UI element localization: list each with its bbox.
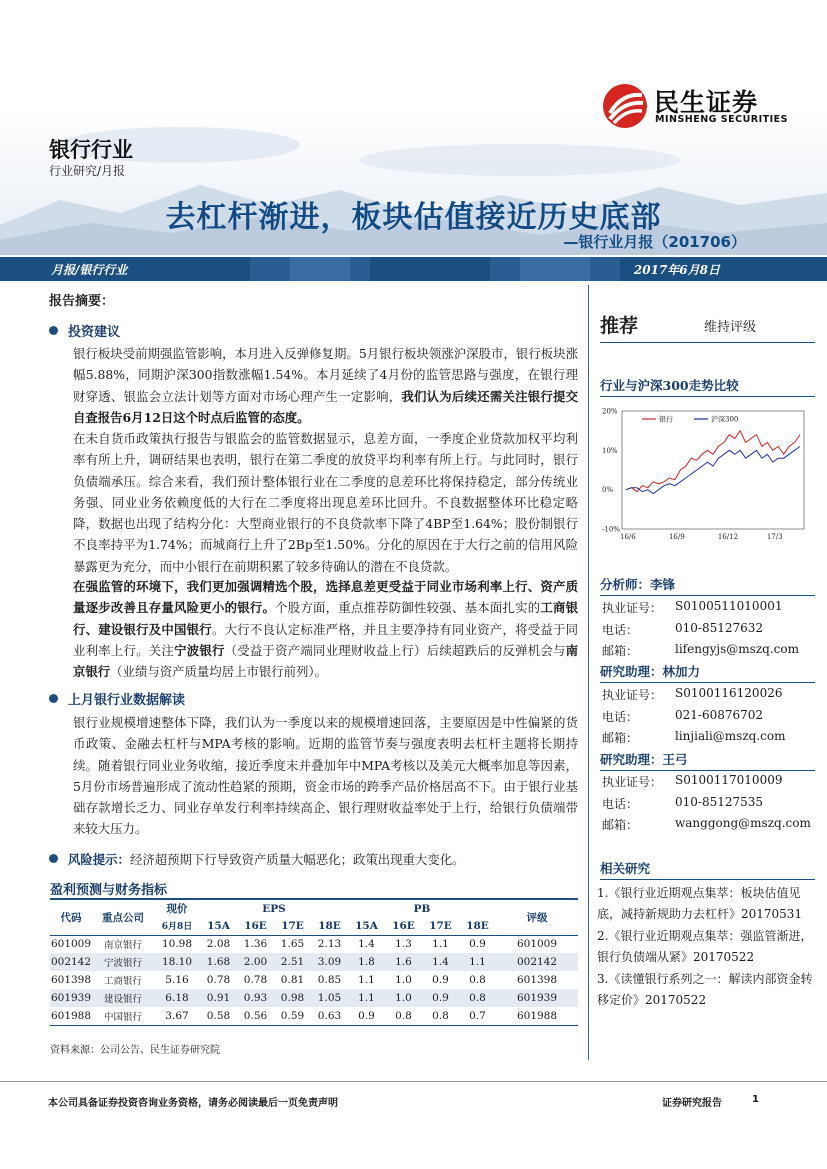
brand-logo: [602, 83, 792, 131]
table-row: [50, 971, 578, 989]
col-header-year: 15A: [200, 917, 237, 935]
table-title: 盈利预测与财务指标: [50, 883, 168, 898]
forecast-table: [50, 898, 578, 1026]
col-header-year: 18E: [311, 917, 348, 935]
cell-eps: 1.68: [200, 953, 237, 971]
cell-code: 601398: [50, 974, 92, 986]
bullet-icon: [49, 326, 58, 335]
table-row: [50, 989, 578, 1007]
cell-pb: 1.1: [459, 953, 496, 971]
cell-eps: 0.93: [237, 989, 274, 1007]
chart-heading: 行业与沪深300走势比较: [600, 376, 815, 397]
related-heading: 相关研究: [600, 859, 815, 880]
cell-eps: 1.05: [311, 989, 348, 1007]
cell-eps: 2.08: [206, 938, 231, 951]
cell-pb: 1.0: [395, 974, 412, 986]
cell-eps: 1.36: [243, 938, 268, 951]
brand-name-cn: 民生证券: [654, 88, 759, 117]
legend-label: 沪深300: [711, 415, 739, 424]
cell-rating: 601988: [496, 1007, 578, 1025]
y-tick-label: 20%: [602, 407, 618, 416]
col-header-year: 18E: [459, 917, 496, 935]
cell-eps: 2.13: [317, 938, 342, 951]
cell-code: 002142: [50, 953, 92, 971]
cell-rating: 601398: [516, 974, 558, 986]
assistant2-heading: 研究助理：王弓: [600, 750, 815, 771]
cell-pb: 0.8: [385, 1007, 422, 1025]
cell-eps: 0.98: [274, 989, 311, 1007]
table-source: 资料来源：公司公告、民生证券研究院: [50, 1045, 220, 1056]
risk-warning: 风险提示：经济超预期下行导致资产质量大幅恶化；政策出现重大变化。: [49, 850, 465, 868]
cell-pb: 1.1: [358, 974, 375, 986]
bullet-icon: [49, 694, 58, 703]
related-item[interactable]: 1.《银行业近期观点集萃：板块估值见底，减持新规助力去杠杆》20170531: [597, 886, 803, 921]
section-heading-investment: 投资建议: [49, 321, 120, 340]
cell-eps: 0.63: [311, 1007, 348, 1025]
col-header-rating: 评级: [496, 899, 578, 935]
cell-eps: 0.58: [200, 1007, 237, 1025]
cell-price: 18.10: [154, 953, 200, 971]
footer-divider: [0, 1081, 827, 1082]
cell-price: 3.67: [154, 1007, 200, 1025]
page-title: 去杠杆渐进，板块估值接近历史底部: [165, 200, 662, 235]
cell-eps: 2.51: [274, 953, 311, 971]
cell-eps: 3.09: [311, 953, 348, 971]
footer-disclaimer: 本公司具备证券投资咨询业务资格，请务必阅读最后一页免责声明: [48, 1098, 338, 1109]
cell-eps: 0.78: [206, 974, 231, 986]
cell-eps: 2.00: [237, 953, 274, 971]
rating-note: 维持评级: [704, 320, 757, 335]
bullet-icon: [49, 854, 58, 863]
cell-eps: 0.59: [274, 1007, 311, 1025]
cell-eps: 0.91: [200, 989, 237, 1007]
cell-pb: 1.3: [395, 938, 412, 951]
cell-pb: 0.8: [422, 1007, 459, 1025]
report-type: 行业研究/月报: [49, 164, 126, 178]
cell-company: 工商银行: [103, 976, 142, 987]
x-tick-label: 16/12: [717, 533, 739, 541]
cell-code: 601009: [50, 938, 92, 951]
col-header-company: 重点公司: [92, 899, 154, 935]
related-list: [597, 883, 815, 1012]
paragraph: 在未自货币政策执行报告与银监会的监管数据显示，息差方面，一季度企业贷款加权平均利率有所上升，调研结果也表明，银行在第二季度的放贷平均利率有所上行。与此同时，银行负债端承压。综合来看，我们预计整体银行业在二季度的息差环比将保持稳定，部分传统业务强、同业业务依赖度低的大行在二季度将出现息差环比回升。不良数据整体环比稳定略降，数据也出现了结构分化：大型商业银行的不良贷款率下降了4BP至1.64%；股份制银行不良率持平为1.74%；而城商行上升了2Bp至1.50%。分化的原因在于大行之前的信用风险暴露更为充分，而中小银行在前期积累了较多待确认的潜在不良贷款。: [73, 431, 578, 574]
col-header-year: 15A: [348, 917, 385, 935]
cell-eps: 0.56: [237, 1007, 274, 1025]
paragraph: 在强监管的环境下，我们更加强调精选个股，选择息差更受益于同业市场利率上行、资产质量逐步改善且存量风险更小的银行。个股方面，重点推荐防御性较强、基本面扎实的工商银行、建设银行及中国银行。大行不良认定标准严格，并且主要净持有同业资产，将受益于同业利率上行。关注宁波银行（受益于资产端同业理财收益上行）后续超跌后的反弹机会与南京银行（业绩与资产质量均居上市银行前列）。: [73, 579, 579, 680]
cell-pb: 1.1: [432, 938, 449, 951]
page-subtitle: —银行业月报（201706）: [563, 233, 746, 251]
trend-chart: [600, 405, 812, 553]
paragraph: 银行板块受前期强监管影响，本月进入反弹修复期。5月银行板块领涨沪深股市，银行板块涨幅5.88%，同期沪深300指数涨幅1.54%。本月延续了4月份的监管思路与强度，在银行理财穿透、银监会立法计划等方面对市场心理产生一定影响，我们认为后续还需关注银行提交自查报告6月12日这个时点后监管的态度。: [73, 346, 579, 425]
table-row: [50, 953, 578, 971]
related-item[interactable]: 3.《读懂银行系列之一：解读内部资金转移定价》20170522: [597, 972, 813, 1007]
minsheng-logo-icon: [602, 83, 648, 129]
col-header-year: 17E: [274, 917, 311, 935]
cell-company: 南京银行: [103, 940, 142, 952]
cell-company: 中国银行: [92, 1007, 154, 1025]
cell-pb: 0.8: [459, 989, 496, 1007]
y-tick-label: 10%: [602, 446, 618, 455]
table-row: [50, 935, 578, 953]
cell-eps: 0.81: [280, 974, 305, 986]
col-header-eps: EPS: [200, 899, 348, 917]
cell-pb: 1.6: [385, 953, 422, 971]
x-tick-label: 16/6: [620, 533, 636, 541]
cell-code: 601988: [50, 1007, 92, 1025]
bar-category: 月报/银行行业: [51, 263, 128, 277]
analyst-heading: 分析师：李锋: [600, 575, 815, 596]
col-header-year: 16E: [385, 917, 422, 935]
col-header-pb: PB: [348, 899, 496, 917]
x-tick-label: 17/3: [766, 533, 783, 541]
assistant1-heading: 研究助理：林加力: [600, 662, 815, 683]
rating: 推荐: [600, 315, 639, 337]
y-tick-label: -10%: [602, 525, 620, 534]
industry-label: 银行行业: [49, 138, 133, 162]
page-number: 1: [752, 1094, 759, 1105]
column-divider: [588, 285, 589, 1060]
report-date: 2017年6月8日: [633, 263, 720, 277]
cell-price: 10.98: [161, 938, 193, 951]
cell-eps: 1.65: [280, 938, 305, 951]
cell-company: 建设银行: [92, 989, 154, 1007]
cell-pb: 0.9: [432, 974, 449, 986]
report-info-bar: [0, 257, 827, 281]
cell-rating: 601939: [496, 989, 578, 1007]
cell-pb: 1.4: [358, 938, 375, 951]
col-header-year: 17E: [422, 917, 459, 935]
cell-pb: 0.9: [469, 938, 486, 951]
cell-pb: 1.0: [385, 989, 422, 1007]
cell-price: 5.16: [165, 974, 189, 986]
footer-label: 证券研究报告: [662, 1098, 722, 1109]
brand-name-en: MINSHENG SECURITIES: [655, 114, 788, 125]
col-header-year: 16E: [237, 917, 274, 935]
cell-eps: 0.78: [243, 974, 268, 986]
summary-heading: 报告摘要：: [49, 294, 115, 309]
table-row: [50, 1007, 578, 1025]
cell-rating: 002142: [496, 953, 578, 971]
cell-pb: 0.9: [422, 989, 459, 1007]
cell-company: 宁波银行: [92, 953, 154, 971]
cell-rating: 601009: [516, 938, 558, 951]
cell-pb: 0.8: [469, 974, 486, 986]
legend-label: 银行: [659, 415, 673, 424]
paragraph: 银行业规模增速整体下降，我们认为一季度以来的规模增速回落，主要原因是中性偏紧的货币政策、金融去杠杆与MPA考核的影响。近期的监管节奏与强度表明去杠杆主题将长期持续。随着银行同业业务收缩，接近季度末并叠加年中MPA考核以及美元大概率加息等因素，5月份市场普遍形成了流动性趋紧的预期，资金市场的跨季产品价格居高不下。由于银行业基础存款增长乏力、同业存单发行利率持续高企、银行理财收益率处于上行，给银行负债端带来较大压力。: [73, 715, 578, 837]
col-header-code: 代码: [50, 899, 92, 935]
col-header-price: 现价: [154, 899, 200, 917]
cell-pb: 0.9: [348, 1007, 385, 1025]
cell-pb: 1.8: [348, 953, 385, 971]
x-tick-label: 16/9: [668, 533, 685, 541]
section-heading-data: 上月银行业数据解读: [49, 689, 185, 708]
related-item[interactable]: 2.《银行业近期观点集萃：强监管渐进，银行负债端从紧》20170522: [597, 929, 813, 964]
y-tick-label: 0%: [602, 486, 614, 495]
cell-pb: 1.1: [348, 989, 385, 1007]
divider: [600, 342, 815, 343]
cell-eps: 0.85: [317, 974, 342, 986]
cell-code: 601939: [50, 989, 92, 1007]
cell-pb: 0.7: [459, 1007, 496, 1025]
chart-frame: [622, 411, 804, 529]
cell-price: 6.18: [154, 989, 200, 1007]
col-header-price-date: 6月8日: [154, 917, 200, 935]
cell-pb: 1.4: [422, 953, 459, 971]
